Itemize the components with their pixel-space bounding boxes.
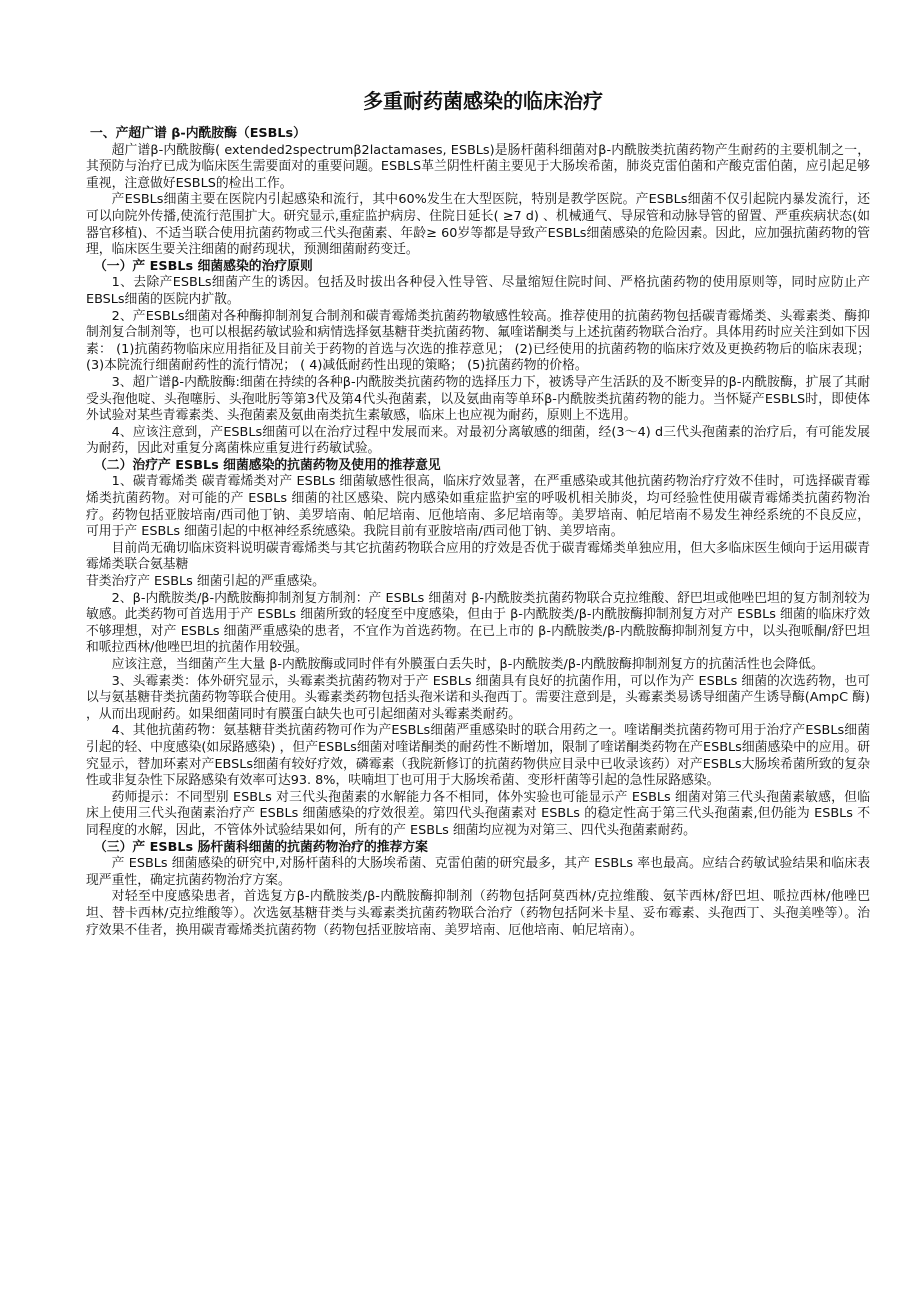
paragraph: 苷类治疗产 ESBLs 细菌引起的严重感染。 [86,574,325,590]
paragraph: 应该注意，当细菌产生大量 β-内酰胺酶或同时伴有外膜蛋白丢失时，β-内酰胺类/β-内酰胺酶抑制剂复方的抗菌活性也会降低。 [111,657,824,672]
paragraph: 3、头霉素类：体外研究显示，头霉素类抗菌药物对于产 ESBLs 细菌具有良好的抗菌作用，可以作为产 ESBLs 细菌的次选药物，也可以与氨基糖苷类抗菌药物等联合使用。头霉素类药物包括头孢米诺和头孢西丁。需要注意到是，头霉素类易诱导细菌产生诱导酶(AmpC 酶) ，从而出现耐药。如果细菌同时有膜蛋白缺失也可引起细菌对头霉素类耐药。 [86,673,870,722]
paragraph: 4、其他抗菌药物：氨基糖苷类抗菌药物可作为产ESBLs细菌严重感染时的联合用药之一。喹诺酮类抗菌药物可用于治疗产ESBLs细菌引起的轻、中度感染(如尿路感染) ，但产ESBLs细菌对喹诺酮类的耐药性不断增加，限制了喹诺酮类药物在产ESBLs细菌感染中的应用。研究显示，替加环素对产EBSLs细菌有较好疗效，磷霉素（我院新修订的抗菌药物供应目录中已收录该药）对产ESBLs大肠埃希菌所致的复杂性或非复杂性下尿路感染有效率可达93. 8%，呋喃坦丁也可用于大肠埃希菌、变形杆菌等引起的急性尿路感染。 [86,723,870,789]
paragraph: 目前尚无确切临床资料说明碳青霉烯类与其它抗菌药物联合应用的疗效是否优于碳青霉烯类单独应用，但大多临床医生倾向于运用碳青霉烯类联合氨基糖 [86,540,870,573]
paragraph: 1、碳青霉烯类 碳青霉烯类对产 ESBLs 细菌敏感性很高，临床疗效显著，在严重感染或其他抗菌药物治疗疗效不佳时，可选择碳青霉烯类抗菌药物。对可能的产 ESBLs 细菌的社区感染、院内感染如重症监护室的呼吸机相关肺炎，均可经验性使用碳青霉烯类抗菌药物治疗。药物包括亚胺培南/西司他丁钠、美罗培南、帕尼培南、厄他培南、多尼培南等。美罗培南、帕尼培南不易发生神经系统的不良反应，可用于产 ESBLs 细菌引起的中枢神经系统感染。我院目前有亚胺培南/西司他丁钠、美罗培南。 [86,474,870,540]
paragraph: 3、超广谱β-内酰胺酶:细菌在持续的各种β-内酰胺类抗菌药物的选择压力下，被诱导产生活跃的及不断变异的β-内酰胺酶，扩展了其耐受头孢他啶、头孢噻肟、头孢吡肟等第3代及第4代头孢菌素，以及氨曲南等单环β-内酰胺类抗菌药物的能力。当怀疑产ESBLS时，即使体外试验对某些青霉素类、头孢菌素及氨曲南类抗生素敏感，临床上也应视为耐药，原则上不选用。 [86,374,870,424]
page-title: 多重耐药菌感染的临床治疗 [363,89,603,113]
subsection-heading-regimen: （三）产 ESBLs 肠杆菌科细菌的抗菌药物治疗的推荐方案 [94,839,428,855]
subsection-heading-principles: （一）产 ESBLs 细菌感染的治疗原则 [94,258,313,274]
paragraph: 产ESBLs细菌主要在医院内引起感染和流行，其中60%发生在大型医院，特别是教学医院。产ESBLs细菌不仅引起院内暴发流行，还可以向院外传播,使流行范围扩大。研究显示,重症监护病房、住院日延长( ≥7 d) 、机械通气、导尿管和动脉导管的留置、严重疾病状态(如器官移植)、不适当联合使用抗菌药物或三代头孢菌素、年龄≥ 60岁等都是导致产ESBLs细菌感染的危险因素。因此，应加强抗菌药物的管理，临床医生要关注细菌的耐药现状，预测细菌耐药变迁。 [86,192,870,258]
section-heading-esbls: 一、产超广谱 β-内酰胺酶（ESBLs） [90,126,306,141]
subsection-heading-drugs: （二）治疗产 ESBLs 细菌感染的抗菌药物及使用的推荐意见 [94,457,441,473]
paragraph: 产 ESBLs 细菌感染的研究中,对肠杆菌科的大肠埃希菌、克雷伯菌的研究最多，其产 ESBLs 率也最高。应结合药敏试验结果和临床表现严重性，确定抗菌药物治疗方案。 [86,856,870,888]
paragraph: 2、β-内酰胺类/β-内酰胺酶抑制剂复方制剂：产 ESBLs 细菌对 β-内酰胺类抗菌药物联合克拉维酸、舒巴坦或他唑巴坦的复方制剂较为敏感。此类药物可首选用于产 ESBLs 细菌所致的轻度至中度感染，但由于 β-内酰胺类/β-内酰胺酶抑制剂复方对产 ESBLs 细菌的临床疗效不够理想，对产 ESBLs 细菌严重感染的患者，不宜作为首选药物。在已上市的 β-内酰胺类/β-内酰胺酶抑制剂复方中，以头孢哌酮/舒巴坦和哌拉西林/他唑巴坦的抗菌作用较强。 [86,590,870,656]
paragraph: 4、应该注意到，产ESBLs细菌可以在治疗过程中发展而来。对最初分离敏感的细菌，经(3～4) d三代头孢菌素的治疗后，有可能发展为耐药，因此对重复分离菌株应重复进行药敏试验。 [86,424,870,457]
paragraph: 2、产ESBLs细菌对各种酶抑制剂复合制剂和碳青霉烯类抗菌药物敏感性较高。推荐使用的抗菌药物包括碳青霉烯类、头霉素类、酶抑制剂复合制剂等，也可以根据药敏试验和病情选择氨基糖苷类抗菌药物、氟喹诺酮类与上述抗菌药物联合治疗。具体用药时应关注到如下因素： (1)抗菌药物临床应用指征及目前关于药物的首选与次选的推荐意见； (2)已经使用的抗菌药物的临床疗效及更换药物后的临床表现； (3)本院流行细菌耐药性的流行情况； ( 4)减低耐药性出现的策略； (5)抗菌药物的价格。 [86,308,870,374]
paragraph: 1、去除产ESBLs细菌产生的诱因。包括及时拔出各种侵入性导管、尽量缩短住院时间、严格抗菌药物的使用原则等，同时应防止产EBSLs细菌的医院内扩散。 [86,275,870,307]
paragraph: 对轻至中度感染患者，首选复方β-内酰胺类/β-内酰胺酶抑制剂（药物包括阿莫西林/克拉维酸、氨苄西林/舒巴坦、哌拉西林/他唑巴坦、替卡西林/克拉维酸等）。次选氨基糖苷类与头霉素类抗菌药物联合治疗（药物包括阿米卡星、妥布霉素、头孢西丁、头孢美唑等）。治疗效果不佳者，换用碳青霉烯类抗菌药物（药物包括亚胺培南、美罗培南、厄他培南、帕尼培南）。 [86,889,870,938]
paragraph: 药师提示：不同型别 ESBLs 对三代头孢菌素的水解能力各不相同，体外实验也可能显示产 ESBLs 细菌对第三代头孢菌素敏感，但临床上使用三代头孢菌素治疗产 ESBLs 细菌感染的疗效很差。第四代头孢菌素对 ESBLs 的稳定性高于第三代头孢菌素,但仍能为 ESBLs 不同程度的水解，因此，不管体外试验结果如何，所有的产 ESBLs 细菌均应视为对第三、四代头孢菌素耐药。 [86,789,870,838]
paragraph: 超广谱β-内酰胺酶( extended2spectrumβ2lactamases, ESBLs)是肠杆菌科细菌对β-内酰胺类抗菌药物产生耐药的主要机制之一，其预防与治疗已成为临床医生需要面对的重要问题。ESBLS革兰阴性杆菌主要见于大肠埃希菌，肺炎克雷伯菌和产酸克雷伯菌，应引起足够重视，注意做好ESBLS的检出工作。 [86,142,870,191]
